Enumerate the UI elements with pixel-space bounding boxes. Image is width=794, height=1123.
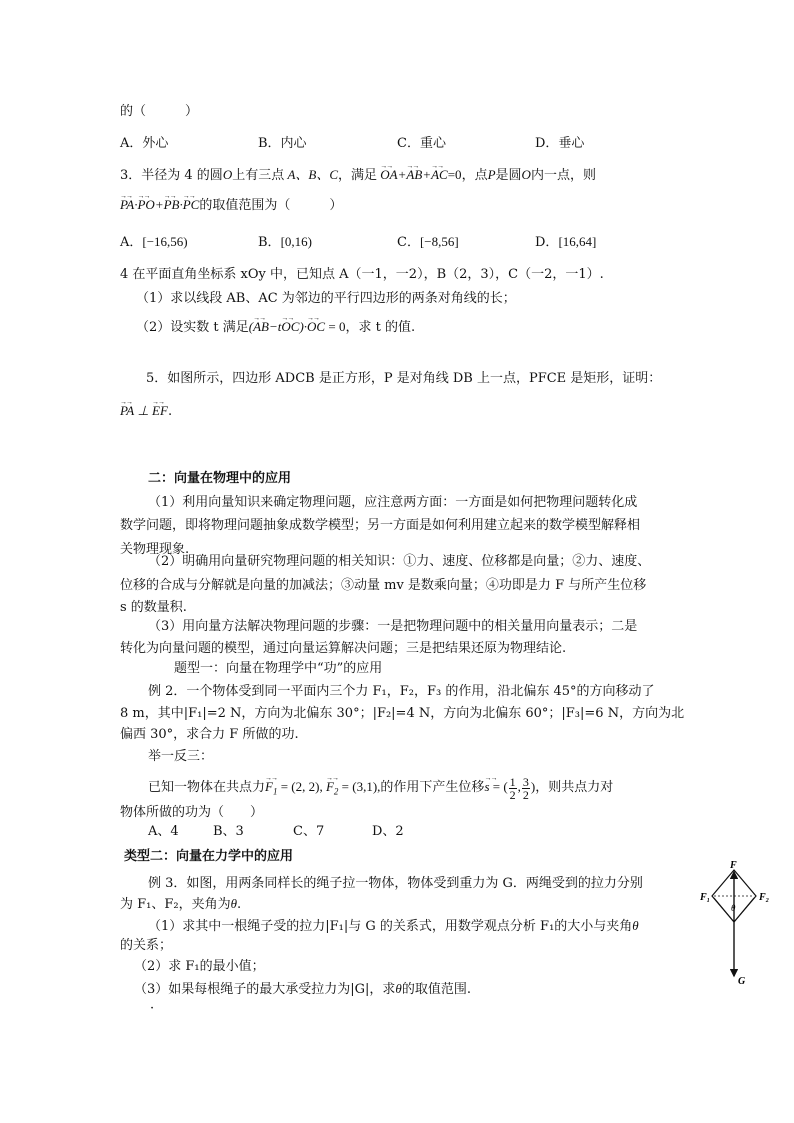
text: 的关系； xyxy=(120,938,173,953)
text: · xyxy=(150,1001,155,1016)
text: B、3 xyxy=(213,824,244,839)
question-3 xyxy=(120,166,596,185)
text: （3）如果每根绳子的最大承受拉力为|G|，求 xyxy=(134,982,396,997)
text: 题型一：向量在物理学中“功”的应用 xyxy=(174,661,383,676)
text: ，求 t 的值. xyxy=(345,320,416,335)
vector-f2 xyxy=(734,898,754,922)
para-2b xyxy=(120,577,646,595)
text: ，点 xyxy=(461,168,488,183)
type-2-heading xyxy=(124,848,293,866)
option-d2 xyxy=(535,233,596,252)
force-diagram-svg xyxy=(700,858,780,988)
text: 内一点，则 xyxy=(530,168,596,183)
option-d xyxy=(535,135,584,153)
text: 的（ ） xyxy=(120,104,199,119)
text: 例 3．如图，用两条同样长的绳子拉一物体，物体受到重力为 G．两绳受到的拉力分别 xyxy=(148,876,643,891)
para-3a xyxy=(148,618,637,636)
math-vectors: →→ PA ⊥ →→ EF xyxy=(120,403,168,418)
example-2c xyxy=(120,726,299,744)
example-3-1b xyxy=(120,937,172,955)
para-2c xyxy=(120,599,187,617)
text: 偏西 30°，求合力 F 所做的功. xyxy=(120,727,299,742)
text: 8 m，其中|F₁|=2 N，方向为北偏东 30°；|F₂|=4 N，方向为北偏东 60°；|F₃|=6 N，方向为北 xyxy=(120,706,685,721)
text: （3）用向量方法解决物理问题的步骤：一是把物理问题中的相关量用向量表示；二是 xyxy=(148,619,638,634)
opt3-a xyxy=(148,823,179,841)
math: O xyxy=(521,167,531,182)
example-2b xyxy=(120,705,684,723)
question-4-1 xyxy=(136,290,516,308)
text: 转化为向量问题的模型，通过向量运算解决问题；三是把结果还原为物理结论. xyxy=(120,641,567,656)
math-vectors: (→→ AB−t→→ OC)·→→ OC = 0 xyxy=(249,319,346,334)
option-a2 xyxy=(120,233,188,252)
question-3-cont xyxy=(120,196,342,215)
math: O xyxy=(222,167,233,182)
label: C． xyxy=(397,235,420,250)
question-5 xyxy=(146,370,661,388)
label: A． xyxy=(120,235,143,250)
text: 举一反三： xyxy=(148,749,214,764)
juyi-heading xyxy=(148,748,213,766)
option-c xyxy=(397,135,446,153)
text: 的取值范围. xyxy=(401,982,471,997)
text: 已知一物体在共点力 xyxy=(148,780,266,795)
question-4-2 xyxy=(136,318,415,337)
options-row xyxy=(120,135,168,153)
force-diagram xyxy=(700,858,780,988)
label-f2: F₂ xyxy=(759,892,770,903)
option-a: A．外心 xyxy=(120,136,169,151)
value: [−16,56) xyxy=(142,234,188,249)
math: P xyxy=(487,167,496,182)
label-f: F xyxy=(730,860,737,871)
text: 类型二：向量在力学中的应用 xyxy=(124,849,294,864)
label-f1: F₁ xyxy=(700,892,711,903)
text: . xyxy=(167,404,173,419)
example-3-2 xyxy=(134,958,265,976)
text: 关物理现象. xyxy=(120,542,190,557)
text: 的作用下产生位移 xyxy=(380,780,485,795)
label: B． xyxy=(258,235,281,250)
label-theta: θ xyxy=(731,903,736,913)
text: 为 F₁、F₂，夹角为 xyxy=(120,897,231,912)
example-3-1a xyxy=(148,917,639,936)
math-vectors: →→ OA+→→ AB+→→ AC=0 xyxy=(377,167,462,182)
theta: θ xyxy=(632,918,639,933)
text: 二：向量在物理中的应用 xyxy=(148,471,292,486)
text: C、7 xyxy=(293,824,325,839)
text: 5．如图所示，四边形 ADCB 是正方形，P 是对角线 DB 上一点，PFCE 是矩形，证明： xyxy=(146,371,662,386)
type-1-heading xyxy=(174,660,382,678)
text: 上有三点 xyxy=(232,168,285,183)
text: ，满足 xyxy=(338,168,378,183)
value: [16,64] xyxy=(558,234,597,249)
stray-dot xyxy=(150,1000,154,1018)
text: 例 2．一个物体受到同一平面内三个力 F₁，F₂，F₃ 的作用，沿北偏东 45°的方向移动了 xyxy=(148,684,655,699)
text: 4 在平面直角坐标系 xOy 中，已知点 A（一1，一2），B（2，3），C（一2，一1）. xyxy=(120,267,604,282)
example-3b xyxy=(120,895,241,914)
text: 数学问题，即将物理问题抽象成数学模型；另一方面是如何利用建立起来的数学模型解释相 xyxy=(120,518,641,533)
text: （1）利用向量知识来确定物理问题，应注意两方面：一方面是如何把物理问题转化成 xyxy=(148,495,638,510)
value: [−8,56] xyxy=(419,234,459,249)
math-vector-s: →→ s = ( $\frac{1}{2}$ , $\frac{3}{2}$ ) xyxy=(484,779,535,794)
opt3-d xyxy=(372,823,404,841)
theta: θ xyxy=(395,981,402,996)
option-c-text: C．重心 xyxy=(397,136,446,151)
opt3-b xyxy=(213,823,244,841)
para-1b xyxy=(120,517,640,535)
text: （2）设实数 t 满足 xyxy=(136,320,249,335)
text: （2）明确用向量研究物理问题的相关知识：①力、速度、位移都是向量；②力、速度、 xyxy=(148,554,651,569)
text: . xyxy=(237,897,242,912)
section-title xyxy=(148,470,291,488)
math-vectors: →→ PA·→→ PO+→→ PB·→→ PC xyxy=(120,197,199,212)
text: 3．半径为 4 的圆 xyxy=(120,168,223,183)
math: A、B、C xyxy=(284,167,339,182)
example-2a xyxy=(148,683,655,701)
text: 位移的合成与分解就是向量的加减法；③动量 mv 是数乘向量；④功即是力 F 与所产生位移 xyxy=(120,578,647,593)
option-d-text: D．垂心 xyxy=(535,136,585,151)
text: 的取值范围为（ ） xyxy=(199,198,343,213)
example-3a xyxy=(148,875,643,893)
text: ，则共点力对 xyxy=(535,780,614,795)
value: [0,16) xyxy=(280,234,312,249)
text: （1）求其中一根绳子受的拉力|F₁|与 G 的关系式，用数学观点分析 F₁的大小与夹角 xyxy=(148,919,633,934)
option-b2 xyxy=(258,233,312,252)
math-vectors: →→ $F_1 = (2$, 2), →→ $F_2 = (3,1)$, xyxy=(265,779,380,794)
question-4 xyxy=(120,266,604,284)
text: （1）求以线段 AB、AC 为邻边的平行四边形的两条对角线的长； xyxy=(136,291,516,306)
text: （2）求 F₁的最小值； xyxy=(134,959,265,974)
para-3b xyxy=(120,640,566,658)
text: 是圆 xyxy=(495,168,522,183)
text: 物体所做的功为（ ） xyxy=(120,805,264,820)
text: s 的数量积. xyxy=(120,600,187,615)
option-c2 xyxy=(397,233,459,252)
text-line xyxy=(120,103,198,121)
label: D． xyxy=(535,235,559,250)
opt3-c xyxy=(293,823,324,841)
option-b xyxy=(258,135,307,153)
exercise-line xyxy=(148,774,613,800)
text: D、2 xyxy=(372,824,404,839)
exercise-line-2 xyxy=(120,804,263,822)
theta: θ xyxy=(230,896,237,911)
question-5-cont xyxy=(120,402,172,421)
example-3-3 xyxy=(134,980,471,999)
para-2a xyxy=(148,553,650,571)
option-b-text: B．内心 xyxy=(258,136,307,151)
label-g: G xyxy=(738,976,746,987)
para-1a xyxy=(148,494,637,512)
text: A、4 xyxy=(148,824,179,839)
